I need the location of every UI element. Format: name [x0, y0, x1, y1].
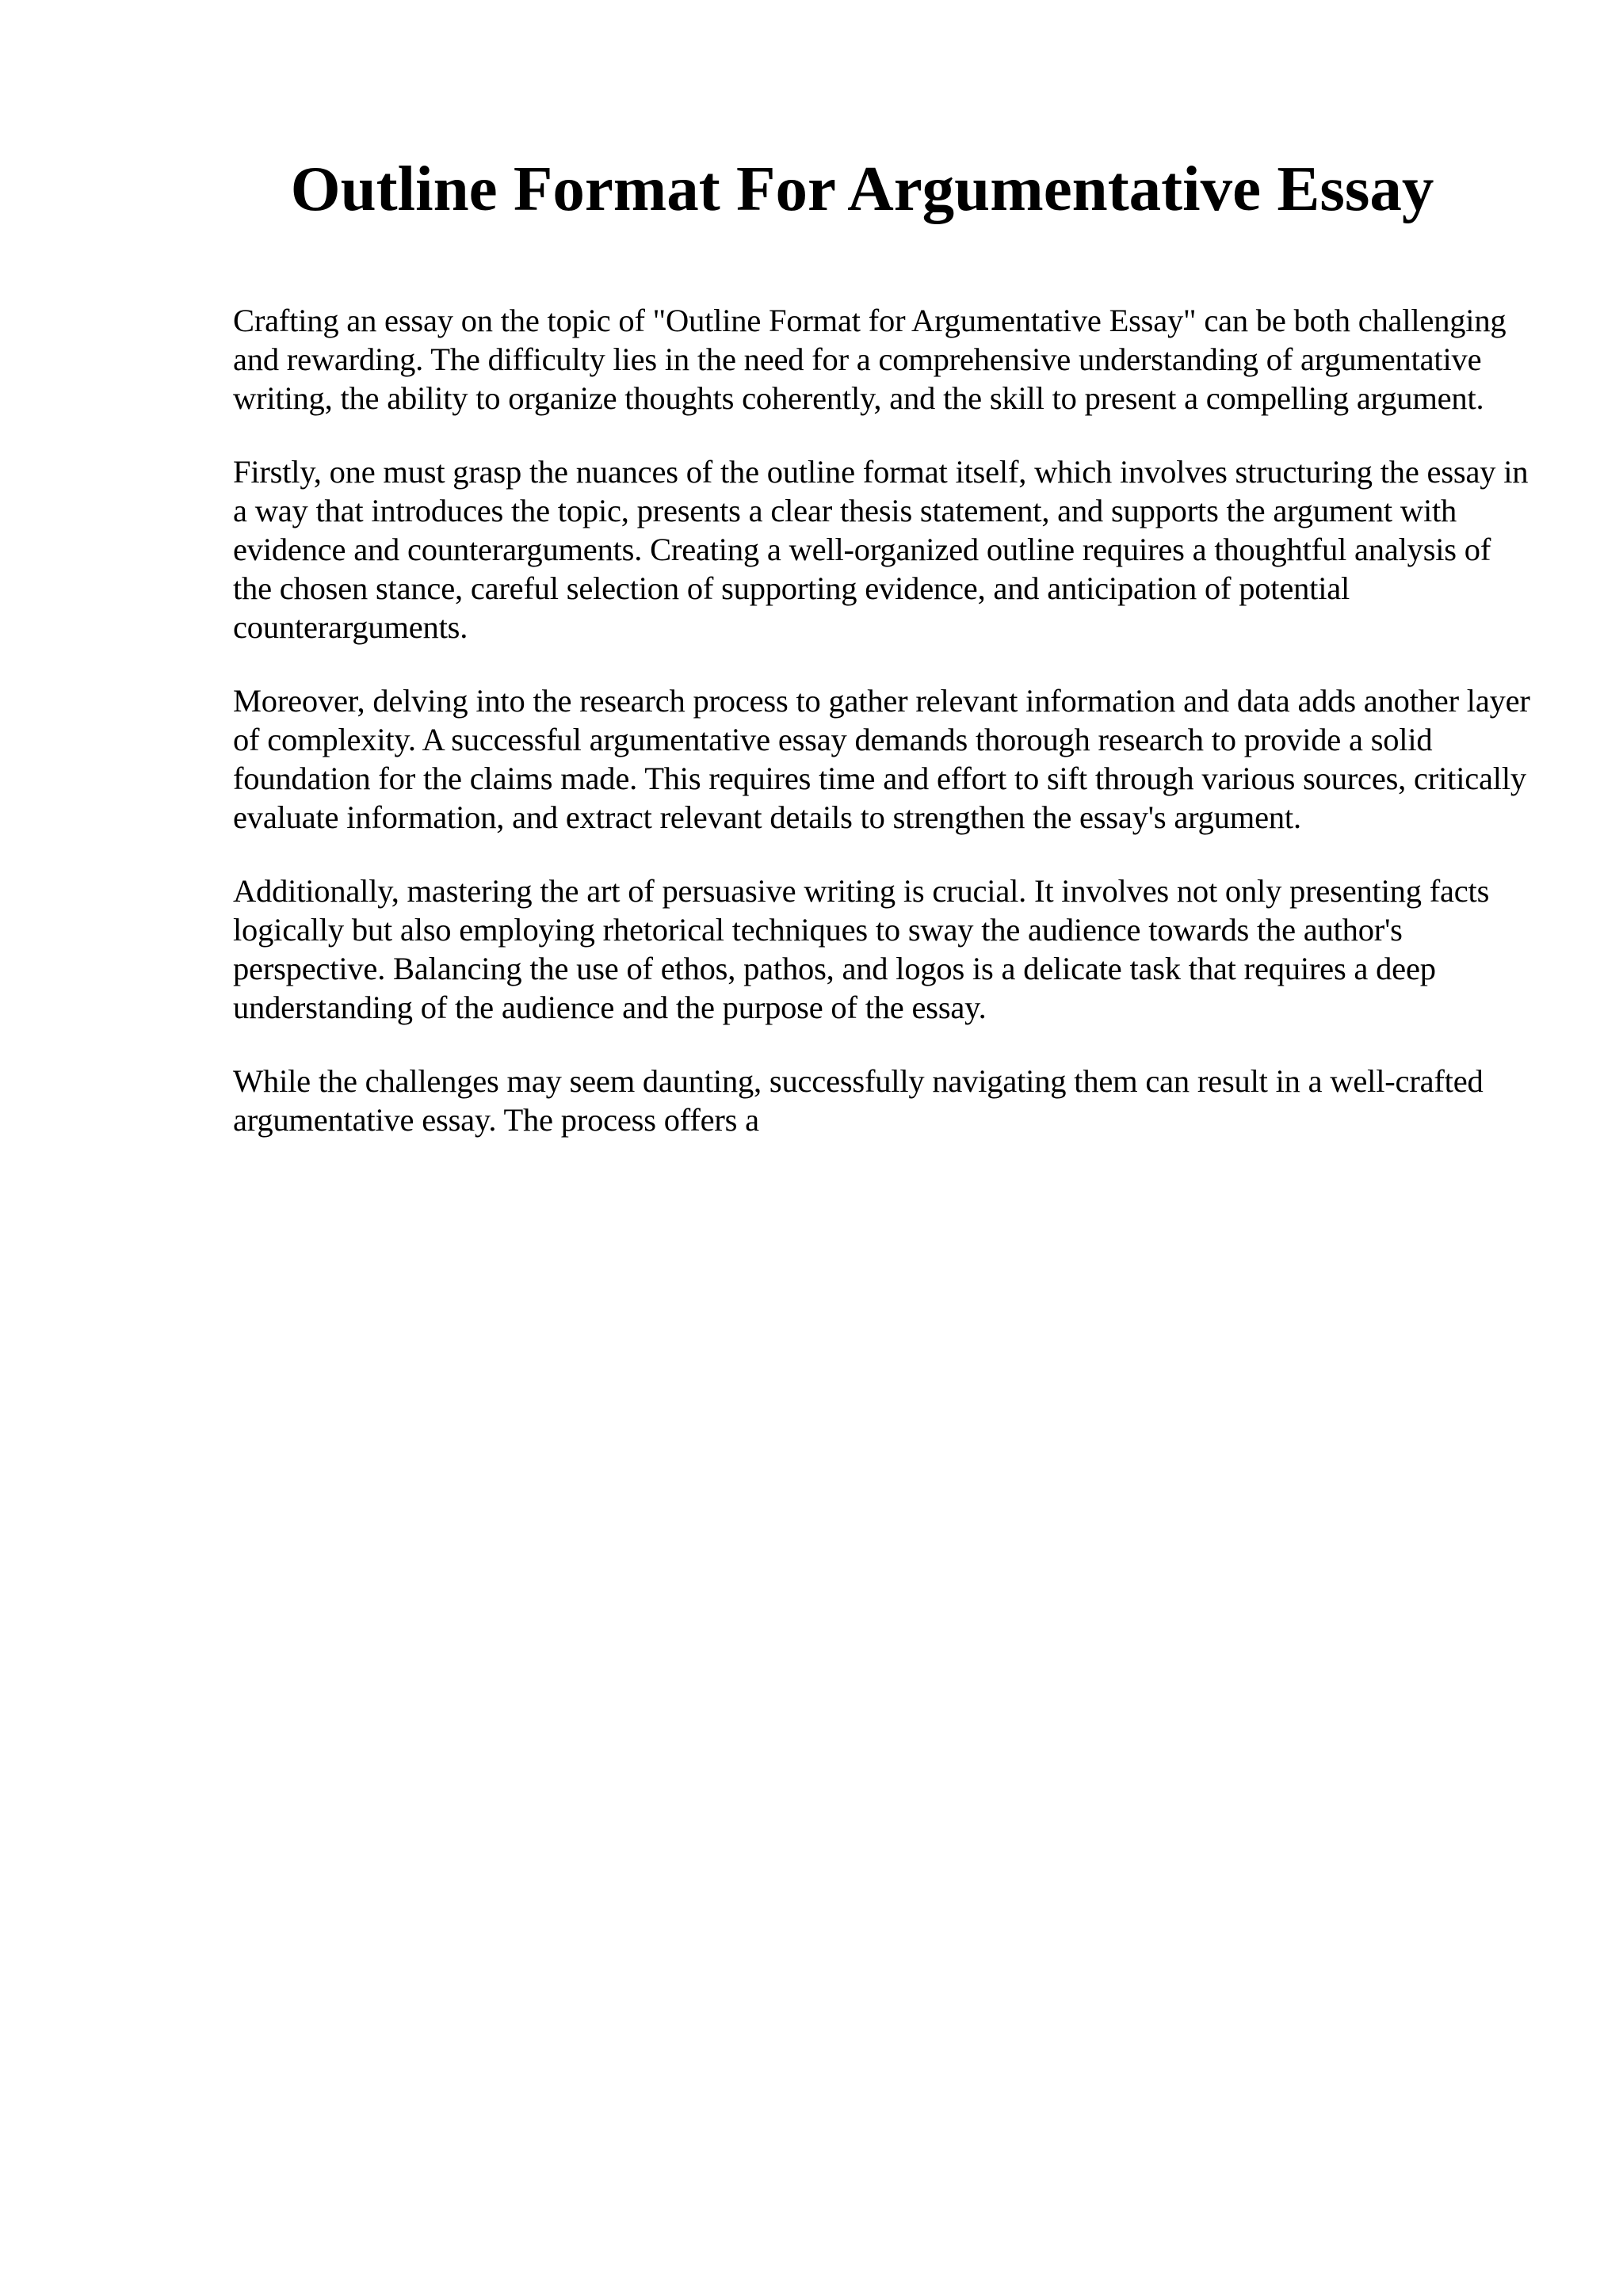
document-title: Outline Format For Argumentative Essay	[290, 153, 1434, 224]
paragraph-5: While the challenges may seem daunting, successfully navigating them can result in a well-crafted argumentative essay. The process offers a	[233, 1063, 1484, 1138]
paragraph-3: Moreover, delving into the research process to gather relevant information and data adds another layer of complexity. A successful argumentative essay demands thorough research to provide a solid foundation for the claims made. This requires time and effort to sift through various sources, critically evaluate information, and extract relevant details to strengthen the essay's argument.	[233, 683, 1530, 835]
paragraph-2: Firstly, one must grasp the nuances of the outline format itself, which involves structuring the essay in a way that introduces the topic, presents a clear thesis statement, and supports the argument with evidence and counterarguments. Creating a well-organized outline requires a thoughtful analysis of the chosen stance, careful selection of supporting evidence, and anticipation of potential counterarguments.	[233, 454, 1529, 645]
document-body	[233, 301, 1533, 1174]
paragraph-1: Crafting an essay on the topic of "Outline Format for Argumentative Essay" can be both challenging and rewarding. The difficulty lies in the need for a comprehensive understanding of argumentative writing, the ability to organize thoughts coherently, and the skill to present a compelling argument.	[233, 303, 1507, 416]
paragraph-4: Additionally, mastering the art of persuasive writing is crucial. It involves not only presenting facts logically but also employing rhetorical techniques to sway the audience towards the author's perspective. Balancing the use of ethos, pathos, and logos is a delicate task that requires a deep understanding of the audience and the purpose of the essay.	[233, 873, 1490, 1025]
